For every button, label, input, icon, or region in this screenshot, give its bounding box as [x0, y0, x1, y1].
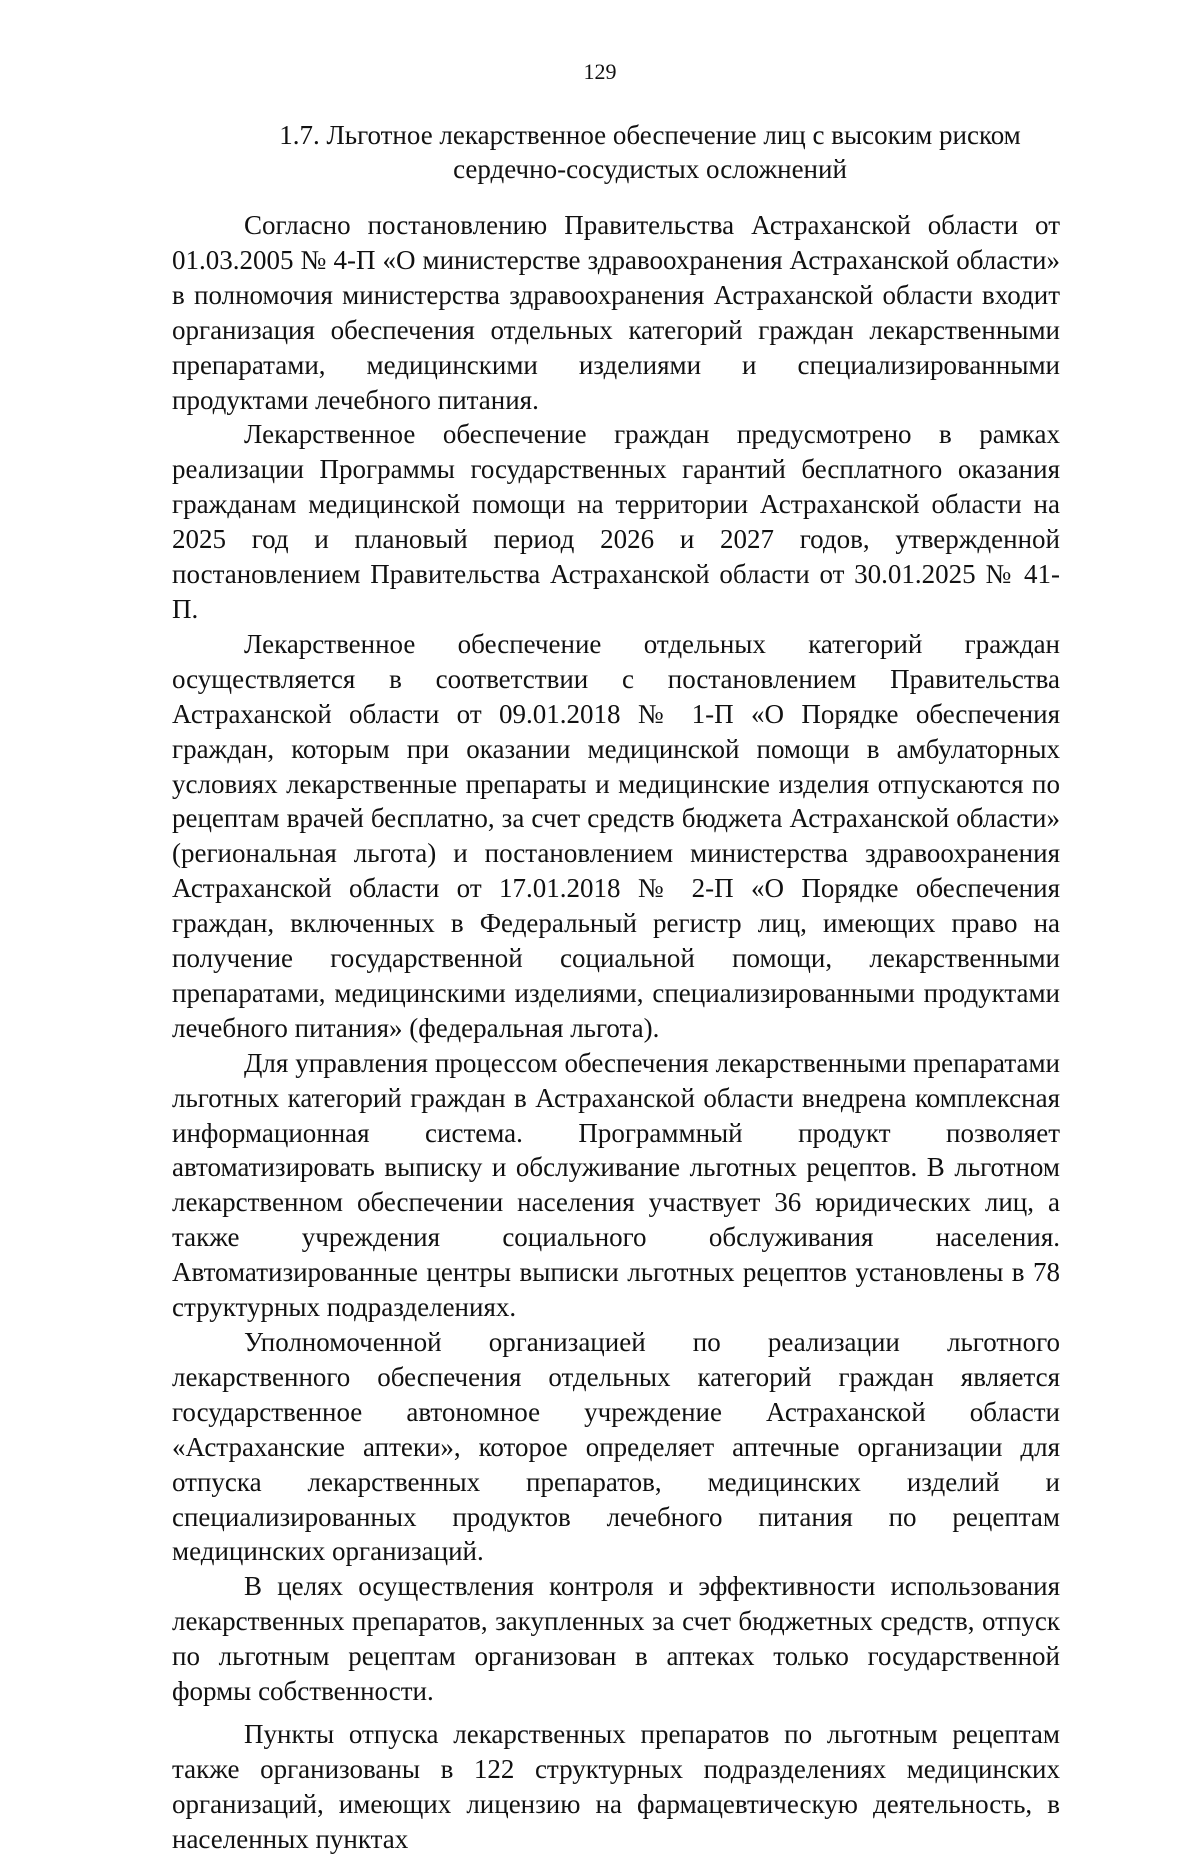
page-number: 129 [583, 59, 617, 84]
paragraph-1: Согласно постановлению Правительства Астраханской области от 01.03.2005 № 4-П «О министерстве здравоохранения Астраханской области» в полномочия министерства здравоохранения Астраханской области входит организация обеспечения отдельных категорий граждан лекарственными препаратами, медицинскими изделиями и специализированными продуктами лечебного питания. [172, 210, 1060, 415]
section-title: 1.7. Льготное лекарственное обеспечение лиц с высоким риском сердечно-сосудистых осложнений [279, 120, 1021, 184]
paragraph-4: Для управления процессом обеспечения лекарственными препаратами льготных категорий граждан в Астраханской области внедрена комплексная информационная система. Программный продукт позволяет автоматизировать выписку и обслуживание льготных рецептов. В льготном лекарственном обеспечении населения участвует 36 юридических лиц, а также учреждения социального обслуживания населения. Автоматизированные центры выписки льготных рецептов установлены в 78 структурных подразделениях. [172, 1047, 1060, 1323]
paragraph-2: Лекарственное обеспечение граждан предусмотрено в рамках реализации Программы государственных гарантий бесплатного оказания гражданам медицинской помощи на территории Астраханской области на 2025 год и плановый период 2026 и 2027 годов, утвержденной постановлением Правительства Астраханской области от 30.01.2025 № 41-П. [172, 419, 1060, 624]
paragraph-7: Пункты отпуска лекарственных препаратов по льготным рецептам также организованы в 122 структурных подразделениях медицинских организаций, имеющих лицензию на фармацевтическую деятельность, в населенных пунктах [172, 1718, 1060, 1854]
paragraph-3: Лекарственное обеспечение отдельных категорий граждан осуществляется в соответствии с постановлением Правительства Астраханской области от 09.01.2018 № 1-П «О Порядке обеспечения граждан, которым при оказании медицинской помощи в амбулаторных условиях лекарственные препараты и медицинские изделия отпускаются по рецептам врачей бесплатно, за счет средств бюджета Астраханской области» (региональная льгота) и постановлением министерства здравоохранения Астраханской области от 17.01.2018 № 2-П «О Порядке обеспечения граждан, включенных в Федеральный регистр лиц, имеющих право на получение государственной социальной помощи, лекарственными препаратами, медицинскими изделиями, специализированными продуктами лечебного питания» (федеральная льгота). [172, 628, 1060, 1043]
paragraph-6: В целях осуществления контроля и эффективности использования лекарственных препаратов, закупленных за счет бюджетных средств, отпуск по льготным рецептам организован в аптеках только государственной формы собственности. [172, 1571, 1060, 1707]
body-text [172, 208, 1060, 1857]
paragraph-5: Уполномоченной организацией по реализации льготного лекарственного обеспечения отдельных категорий граждан является государственное автономное учреждение Астраханской области «Астраханские аптеки», которое определяет аптечные организации для отпуска лекарственных препаратов, медицинских изделий и специализированных продуктов лечебного питания по рецептам медицинских организаций. [172, 1327, 1060, 1567]
